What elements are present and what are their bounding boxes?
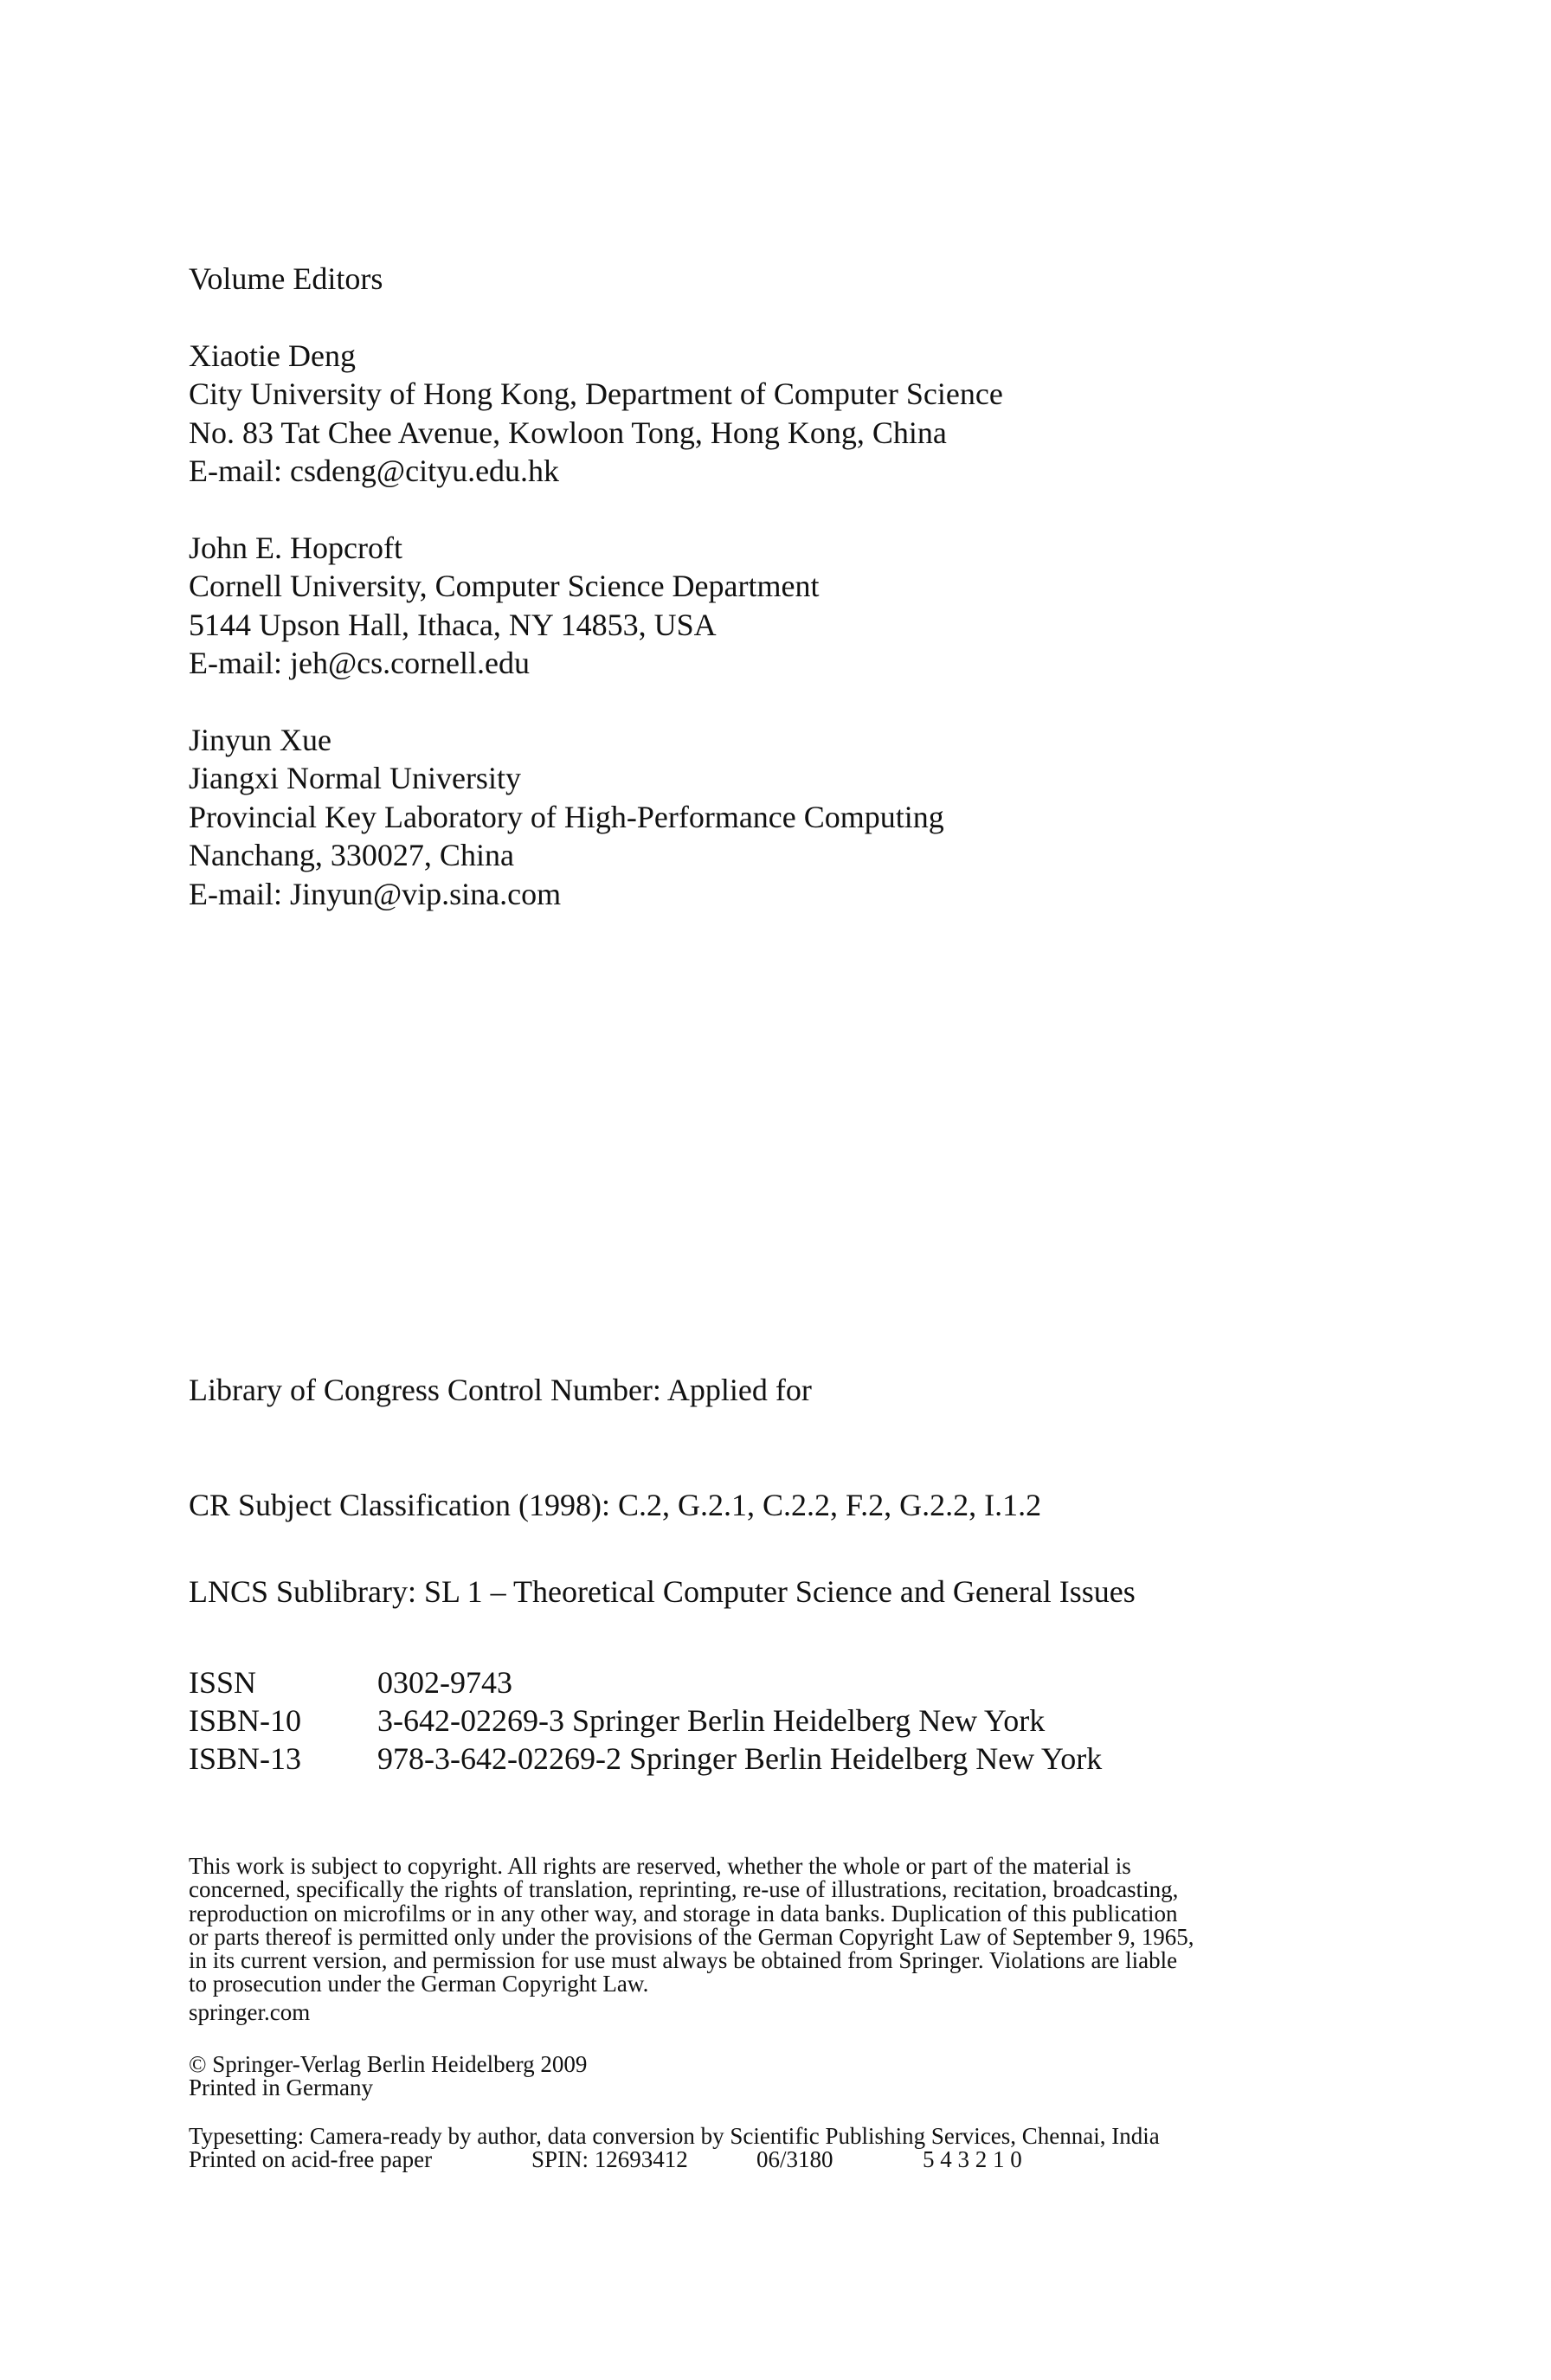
spin-number: SPIN: 12693412 — [531, 2146, 688, 2173]
typesetting-block — [189, 2125, 1336, 2172]
editor-affiliation: City University of Hong Kong, Department of Computer Science — [189, 376, 1003, 411]
identifier-key: ISBN-13 — [189, 1741, 302, 1776]
identifier-key: ISBN-10 — [189, 1703, 302, 1738]
editor-lab: Provincial Key Laboratory of High-Performance Computing — [189, 799, 944, 834]
editor-name: Jinyun Xue — [189, 722, 331, 757]
identifier-value: 3-642-02269-3 Springer Berlin Heidelberg New York — [377, 1703, 1046, 1738]
editor-email: E-mail: jeh@cs.cornell.edu — [189, 646, 531, 680]
editor-affiliation: Jiangxi Normal University — [189, 761, 521, 795]
print-code: 06/3180 — [756, 2146, 833, 2173]
editor-entry — [189, 721, 1003, 914]
editor-name: Xiaotie Deng — [189, 338, 356, 373]
editor-address: 5144 Upson Hall, Ithaca, NY 14853, USA — [189, 607, 717, 642]
identifier-table — [189, 1663, 1102, 1778]
print-info-line — [189, 2148, 1336, 2171]
identifier-row — [189, 1740, 1102, 1778]
copyright-notice-line: reproduction on microfilms or in any other way, and storage in data banks. Duplication of this publication — [189, 1900, 1178, 1927]
volume-editors-section — [189, 260, 1003, 951]
copyright-notice-line: to prosecution under the German Copyright Law. — [189, 1971, 649, 1997]
editor-entry — [189, 337, 1003, 491]
lccn-line: Library of Congress Control Number: Applied for — [189, 1373, 812, 1407]
copyright-notice-line: or parts thereof is permitted only under the provisions of the German Copyright Law of September 9, 1965, — [189, 1923, 1194, 1950]
printing-sequence: 5 4 3 2 1 0 — [923, 2146, 1022, 2173]
typesetting-line: Typesetting: Camera-ready by author, data conversion by Scientific Publishing Services, Chennai, India — [189, 2123, 1160, 2149]
identifier-value: 978-3-642-02269-2 Springer Berlin Heidelberg New York — [377, 1741, 1103, 1776]
editor-entry — [189, 529, 1003, 683]
copyright-notice-line: This work is subject to copyright. All rights are reserved, whether the whole or part of the material is — [189, 1853, 1131, 1879]
identifier-row — [189, 1701, 1102, 1740]
website-text: springer.com — [189, 1999, 311, 2025]
identifier-value: 0302-9743 — [377, 1665, 512, 1700]
editor-address: Nanchang, 330027, China — [189, 838, 514, 872]
editor-email: E-mail: csdeng@cityu.edu.hk — [189, 453, 560, 488]
copyright-line: © Springer-Verlag Berlin Heidelberg 2009 — [189, 2051, 588, 2077]
editor-email: E-mail: Jinyun@vip.sina.com — [189, 876, 562, 911]
editors-heading: Volume Editors — [189, 261, 383, 296]
cr-classification-line: CR Subject Classification (1998): C.2, G.2.1, C.2.2, F.2, G.2.2, I.1.2 — [189, 1488, 1042, 1522]
copyright-notice-line: in its current version, and permission for use must always be obtained from Springer. Violations are liable — [189, 1947, 1178, 1974]
paper-info: Printed on acid-free paper — [189, 2146, 433, 2173]
editor-address: No. 83 Tat Chee Avenue, Kowloon Tong, Hong Kong, China — [189, 415, 947, 450]
editor-affiliation: Cornell University, Computer Science Department — [189, 569, 820, 603]
copyright-notice — [189, 1855, 1336, 1997]
identifier-row — [189, 1663, 1102, 1701]
identifier-key: ISSN — [189, 1665, 257, 1700]
editor-name: John E. Hopcroft — [189, 530, 402, 565]
lncs-sublibrary-line: LNCS Sublibrary: SL 1 – Theoretical Computer Science and General Issues — [189, 1574, 1136, 1609]
copyright-block — [189, 2053, 1336, 2100]
printed-in-line: Printed in Germany — [189, 2074, 373, 2101]
copyright-notice-line: concerned, specifically the rights of translation, reprinting, re-use of illustrations, recitation, broadcasting, — [189, 1876, 1179, 1903]
website-line — [189, 2001, 1336, 2024]
